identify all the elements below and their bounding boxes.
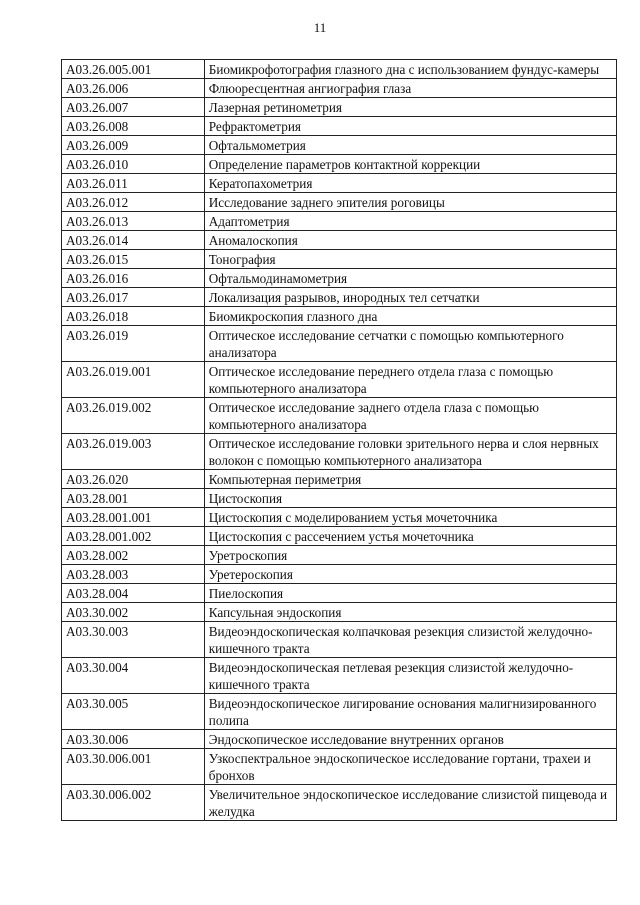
table-row xyxy=(62,231,617,250)
procedure-description: Определение параметров контактной коррекции xyxy=(204,155,616,174)
table-row xyxy=(62,434,617,470)
table-row xyxy=(62,603,617,622)
procedure-code: A03.26.019.002 xyxy=(62,398,205,434)
procedure-code: A03.30.006.002 xyxy=(62,785,205,821)
procedure-code: A03.26.015 xyxy=(62,250,205,269)
page-number: 11 xyxy=(313,20,327,35)
procedure-description: Лазерная ретинометрия xyxy=(204,98,616,117)
procedure-description: Цистоскопия xyxy=(204,489,616,508)
procedure-description: Уретероскопия xyxy=(204,565,616,584)
procedure-description: Капсульная эндоскопия xyxy=(204,603,616,622)
procedure-code: A03.30.004 xyxy=(62,658,205,694)
procedure-code: A03.26.019 xyxy=(62,326,205,362)
procedure-code: A03.26.010 xyxy=(62,155,205,174)
procedure-description: Уретроскопия xyxy=(204,546,616,565)
procedure-description: Рефрактометрия xyxy=(204,117,616,136)
procedure-code: A03.30.006 xyxy=(62,730,205,749)
procedure-code: A03.26.014 xyxy=(62,231,205,250)
procedure-description: Адаптометрия xyxy=(204,212,616,231)
table-row xyxy=(62,193,617,212)
procedure-code: A03.26.012 xyxy=(62,193,205,212)
procedure-code: A03.26.009 xyxy=(62,136,205,155)
procedure-description: Узкоспектральное эндоскопическое исследование гортани, трахеи и бронхов xyxy=(204,749,616,785)
procedure-description: Эндоскопическое исследование внутренних органов xyxy=(204,730,616,749)
procedure-description: Оптическое исследование заднего отдела глаза с помощью компьютерного анализатора xyxy=(204,398,616,434)
procedure-code: A03.26.007 xyxy=(62,98,205,117)
procedure-description: Аномалоскопия xyxy=(204,231,616,250)
table-row xyxy=(62,326,617,362)
table-row xyxy=(62,269,617,288)
procedure-code: A03.30.005 xyxy=(62,694,205,730)
table-row xyxy=(62,508,617,527)
procedure-code: A03.30.002 xyxy=(62,603,205,622)
procedure-code: A03.26.005.001 xyxy=(62,60,205,79)
procedure-code: A03.26.019.003 xyxy=(62,434,205,470)
table-row xyxy=(62,694,617,730)
procedure-code: A03.26.020 xyxy=(62,470,205,489)
table-row xyxy=(62,250,617,269)
table-row xyxy=(62,212,617,231)
procedure-code: A03.26.018 xyxy=(62,307,205,326)
table-row xyxy=(62,79,617,98)
procedure-code: A03.26.008 xyxy=(62,117,205,136)
table-row xyxy=(62,60,617,79)
procedure-code: A03.28.001.002 xyxy=(62,527,205,546)
table-row xyxy=(62,155,617,174)
procedure-code: A03.26.016 xyxy=(62,269,205,288)
table-row xyxy=(62,98,617,117)
table-row xyxy=(62,470,617,489)
procedure-code: A03.28.001.001 xyxy=(62,508,205,527)
procedure-code: A03.30.006.001 xyxy=(62,749,205,785)
procedure-description: Исследование заднего эпителия роговицы xyxy=(204,193,616,212)
procedure-code: A03.28.003 xyxy=(62,565,205,584)
procedure-description: Цистоскопия с моделированием устья мочеточника xyxy=(204,508,616,527)
procedure-description: Оптическое исследование сетчатки с помощью компьютерного анализатора xyxy=(204,326,616,362)
procedure-description: Увеличительное эндоскопическое исследование слизистой пищевода и желудка xyxy=(204,785,616,821)
procedure-code: A03.28.002 xyxy=(62,546,205,565)
procedure-description: Офтальмодинамометрия xyxy=(204,269,616,288)
procedure-description: Видеоэндоскопическая петлевая резекция слизистой желудочно-кишечного тракта xyxy=(204,658,616,694)
table-row xyxy=(62,546,617,565)
table-row xyxy=(62,565,617,584)
table-row xyxy=(62,288,617,307)
table-row xyxy=(62,117,617,136)
table-row xyxy=(62,307,617,326)
procedure-code: A03.26.011 xyxy=(62,174,205,193)
table-row xyxy=(62,584,617,603)
procedure-description: Локализация разрывов, инородных тел сетчатки xyxy=(204,288,616,307)
procedure-description: Флюоресцентная ангиография глаза xyxy=(204,79,616,98)
table-row xyxy=(62,730,617,749)
table-row xyxy=(62,489,617,508)
table-row xyxy=(62,362,617,398)
procedure-codes-table xyxy=(61,59,617,821)
table-row xyxy=(62,136,617,155)
table-row xyxy=(62,749,617,785)
procedure-description: Кератопахометрия xyxy=(204,174,616,193)
procedure-description: Тонография xyxy=(204,250,616,269)
procedure-description: Оптическое исследование головки зрительного нерва и слоя нервных волокон с помощью компьютерного анализатора xyxy=(204,434,616,470)
procedure-description: Видеоэндоскопическое лигирование основания малигнизированного полипа xyxy=(204,694,616,730)
procedure-description: Цистоскопия с рассечением устья мочеточника xyxy=(204,527,616,546)
procedure-description: Оптическое исследование переднего отдела глаза с помощью компьютерного анализатора xyxy=(204,362,616,398)
procedure-code: A03.26.006 xyxy=(62,79,205,98)
table-body xyxy=(62,60,617,821)
procedure-description: Офтальмометрия xyxy=(204,136,616,155)
procedure-description: Пиелоскопия xyxy=(204,584,616,603)
table-row xyxy=(62,527,617,546)
procedure-code: A03.30.003 xyxy=(62,622,205,658)
procedure-description: Компьютерная периметрия xyxy=(204,470,616,489)
procedure-code: A03.26.013 xyxy=(62,212,205,231)
procedure-code: A03.26.019.001 xyxy=(62,362,205,398)
procedure-code: A03.28.004 xyxy=(62,584,205,603)
procedure-description: Биомикроскопия глазного дна xyxy=(204,307,616,326)
table-row xyxy=(62,174,617,193)
procedure-code: A03.26.017 xyxy=(62,288,205,307)
table-row xyxy=(62,785,617,821)
procedure-description: Видеоэндоскопическая колпачковая резекция слизистой желудочно-кишечного тракта xyxy=(204,622,616,658)
procedure-description: Биомикрофотография глазного дна с использованием фундус-камеры xyxy=(204,60,616,79)
table-row xyxy=(62,398,617,434)
table-row xyxy=(62,658,617,694)
procedure-code: A03.28.001 xyxy=(62,489,205,508)
table-row xyxy=(62,622,617,658)
